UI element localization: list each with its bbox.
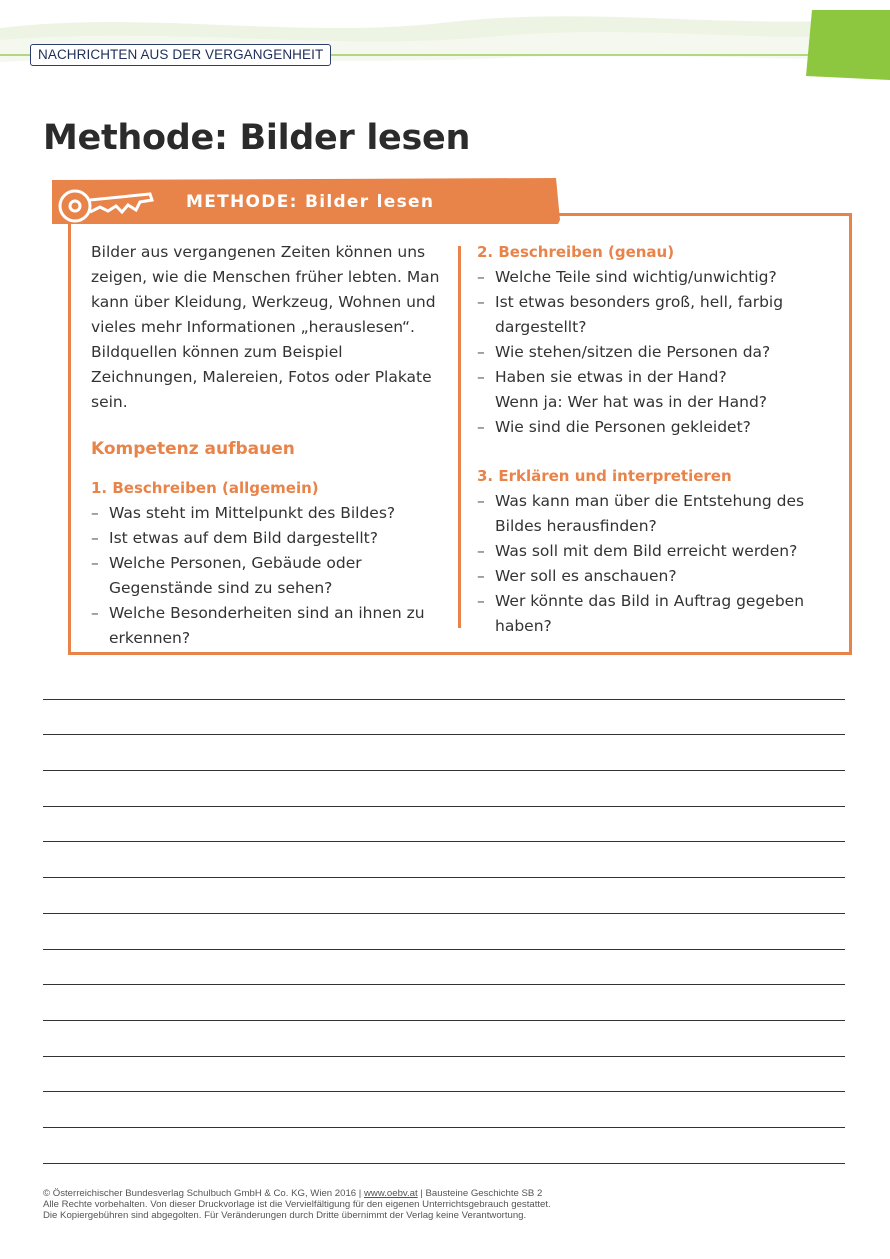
writing-line[interactable]	[43, 914, 845, 950]
writing-line[interactable]	[43, 1021, 845, 1057]
list-item: – Wie stehen/sitzen die Personen da?	[477, 340, 827, 365]
list-item: – Was soll mit dem Bild erreicht werden?	[477, 539, 827, 564]
list-item: – Welche Personen, Gebäude oder Gegenstände sind zu sehen?	[91, 551, 451, 601]
footer-copyright: © Österreichischer Bundesverlag Schulbuch GmbH & Co. KG, Wien 2016 |	[43, 1188, 362, 1199]
footer-line-2: Alle Rechte vorbehalten. Von dieser Druckvorlage ist die Vervielfältigung für den eigenen Unterrichtsgebrauch gestattet.	[43, 1199, 551, 1210]
writing-line[interactable]	[43, 950, 845, 986]
writing-line[interactable]	[43, 1128, 845, 1164]
step-1-title: 1. Beschreiben (allgemein)	[91, 479, 319, 497]
series-tag: NACHRICHTEN AUS DER VERGANGENHEIT	[30, 44, 331, 66]
step-3-questions	[477, 489, 827, 639]
writing-line[interactable]	[43, 807, 845, 843]
writing-line[interactable]	[43, 664, 845, 700]
copyright-footer	[43, 1188, 843, 1221]
list-item: – Wer soll es anschauen?	[477, 564, 827, 589]
footer-line-1	[43, 1188, 843, 1199]
writing-line[interactable]	[43, 735, 845, 771]
writing-line[interactable]	[43, 1057, 845, 1093]
step-1-questions	[91, 501, 451, 651]
list-item: – Haben sie etwas in der Hand?	[477, 365, 827, 390]
list-item: – Welche Teile sind wichtig/unwichtig?	[477, 265, 827, 290]
method-banner-title: METHODE: Bilder lesen	[186, 192, 435, 212]
writing-line[interactable]	[43, 878, 845, 914]
writing-lines	[43, 664, 845, 1164]
writing-line[interactable]	[43, 700, 845, 736]
intro-text	[91, 240, 451, 415]
page-title: Methode: Bilder lesen	[43, 118, 471, 158]
writing-line[interactable]	[43, 771, 845, 807]
list-item: Wenn ja: Wer hat was in der Hand?	[495, 393, 768, 411]
column-divider	[458, 246, 461, 628]
list-item: – Wie sind die Personen gekleidet?	[477, 415, 827, 440]
publisher-link[interactable]: www.oebv.at	[363, 1188, 418, 1199]
method-left-column	[91, 240, 451, 651]
list-item: – Welche Besonderheiten sind an ihnen zu erkennen?	[91, 601, 451, 651]
list-item: – Was kann man über die Entstehung des Bildes herausfinden?	[477, 489, 827, 539]
list-item: – Wer könnte das Bild in Auftrag gegeben haben?	[477, 589, 827, 639]
writing-line[interactable]	[43, 842, 845, 878]
step-2-title: 2. Beschreiben (genau)	[477, 243, 675, 261]
header-decoration	[0, 0, 890, 80]
list-item: – Ist etwas besonders groß, hell, farbig dargestellt?	[477, 290, 827, 340]
footer-line-3: Die Kopiergebühren sind abgegolten. Für Veränderungen durch Dritte übernimmt der Verlag keine Verantwortung.	[43, 1210, 527, 1221]
footer-series: | Bausteine Geschichte SB 2	[420, 1188, 543, 1199]
intro-paragraph: Bilder aus vergangenen Zeiten können uns zeigen, wie die Menschen früher lebten. Man kann über Kleidung, Werkzeug, Wohnen und vieles mehr Informationen „herauslesen“. Bildquellen können zum Beispiel Zeichnungen, Malereien, Fotos oder Plakate sein.	[91, 243, 440, 411]
step-2-questions	[477, 265, 827, 440]
list-item: – Was steht im Mittelpunkt des Bildes?	[91, 501, 451, 526]
list-item: – Ist etwas auf dem Bild dargestellt?	[91, 526, 451, 551]
competence-heading: Kompetenz aufbauen	[91, 439, 295, 459]
writing-line[interactable]	[43, 985, 845, 1021]
writing-line[interactable]	[43, 1092, 845, 1128]
method-right-column	[477, 240, 827, 639]
step-3-title: 3. Erklären und interpretieren	[477, 467, 732, 485]
